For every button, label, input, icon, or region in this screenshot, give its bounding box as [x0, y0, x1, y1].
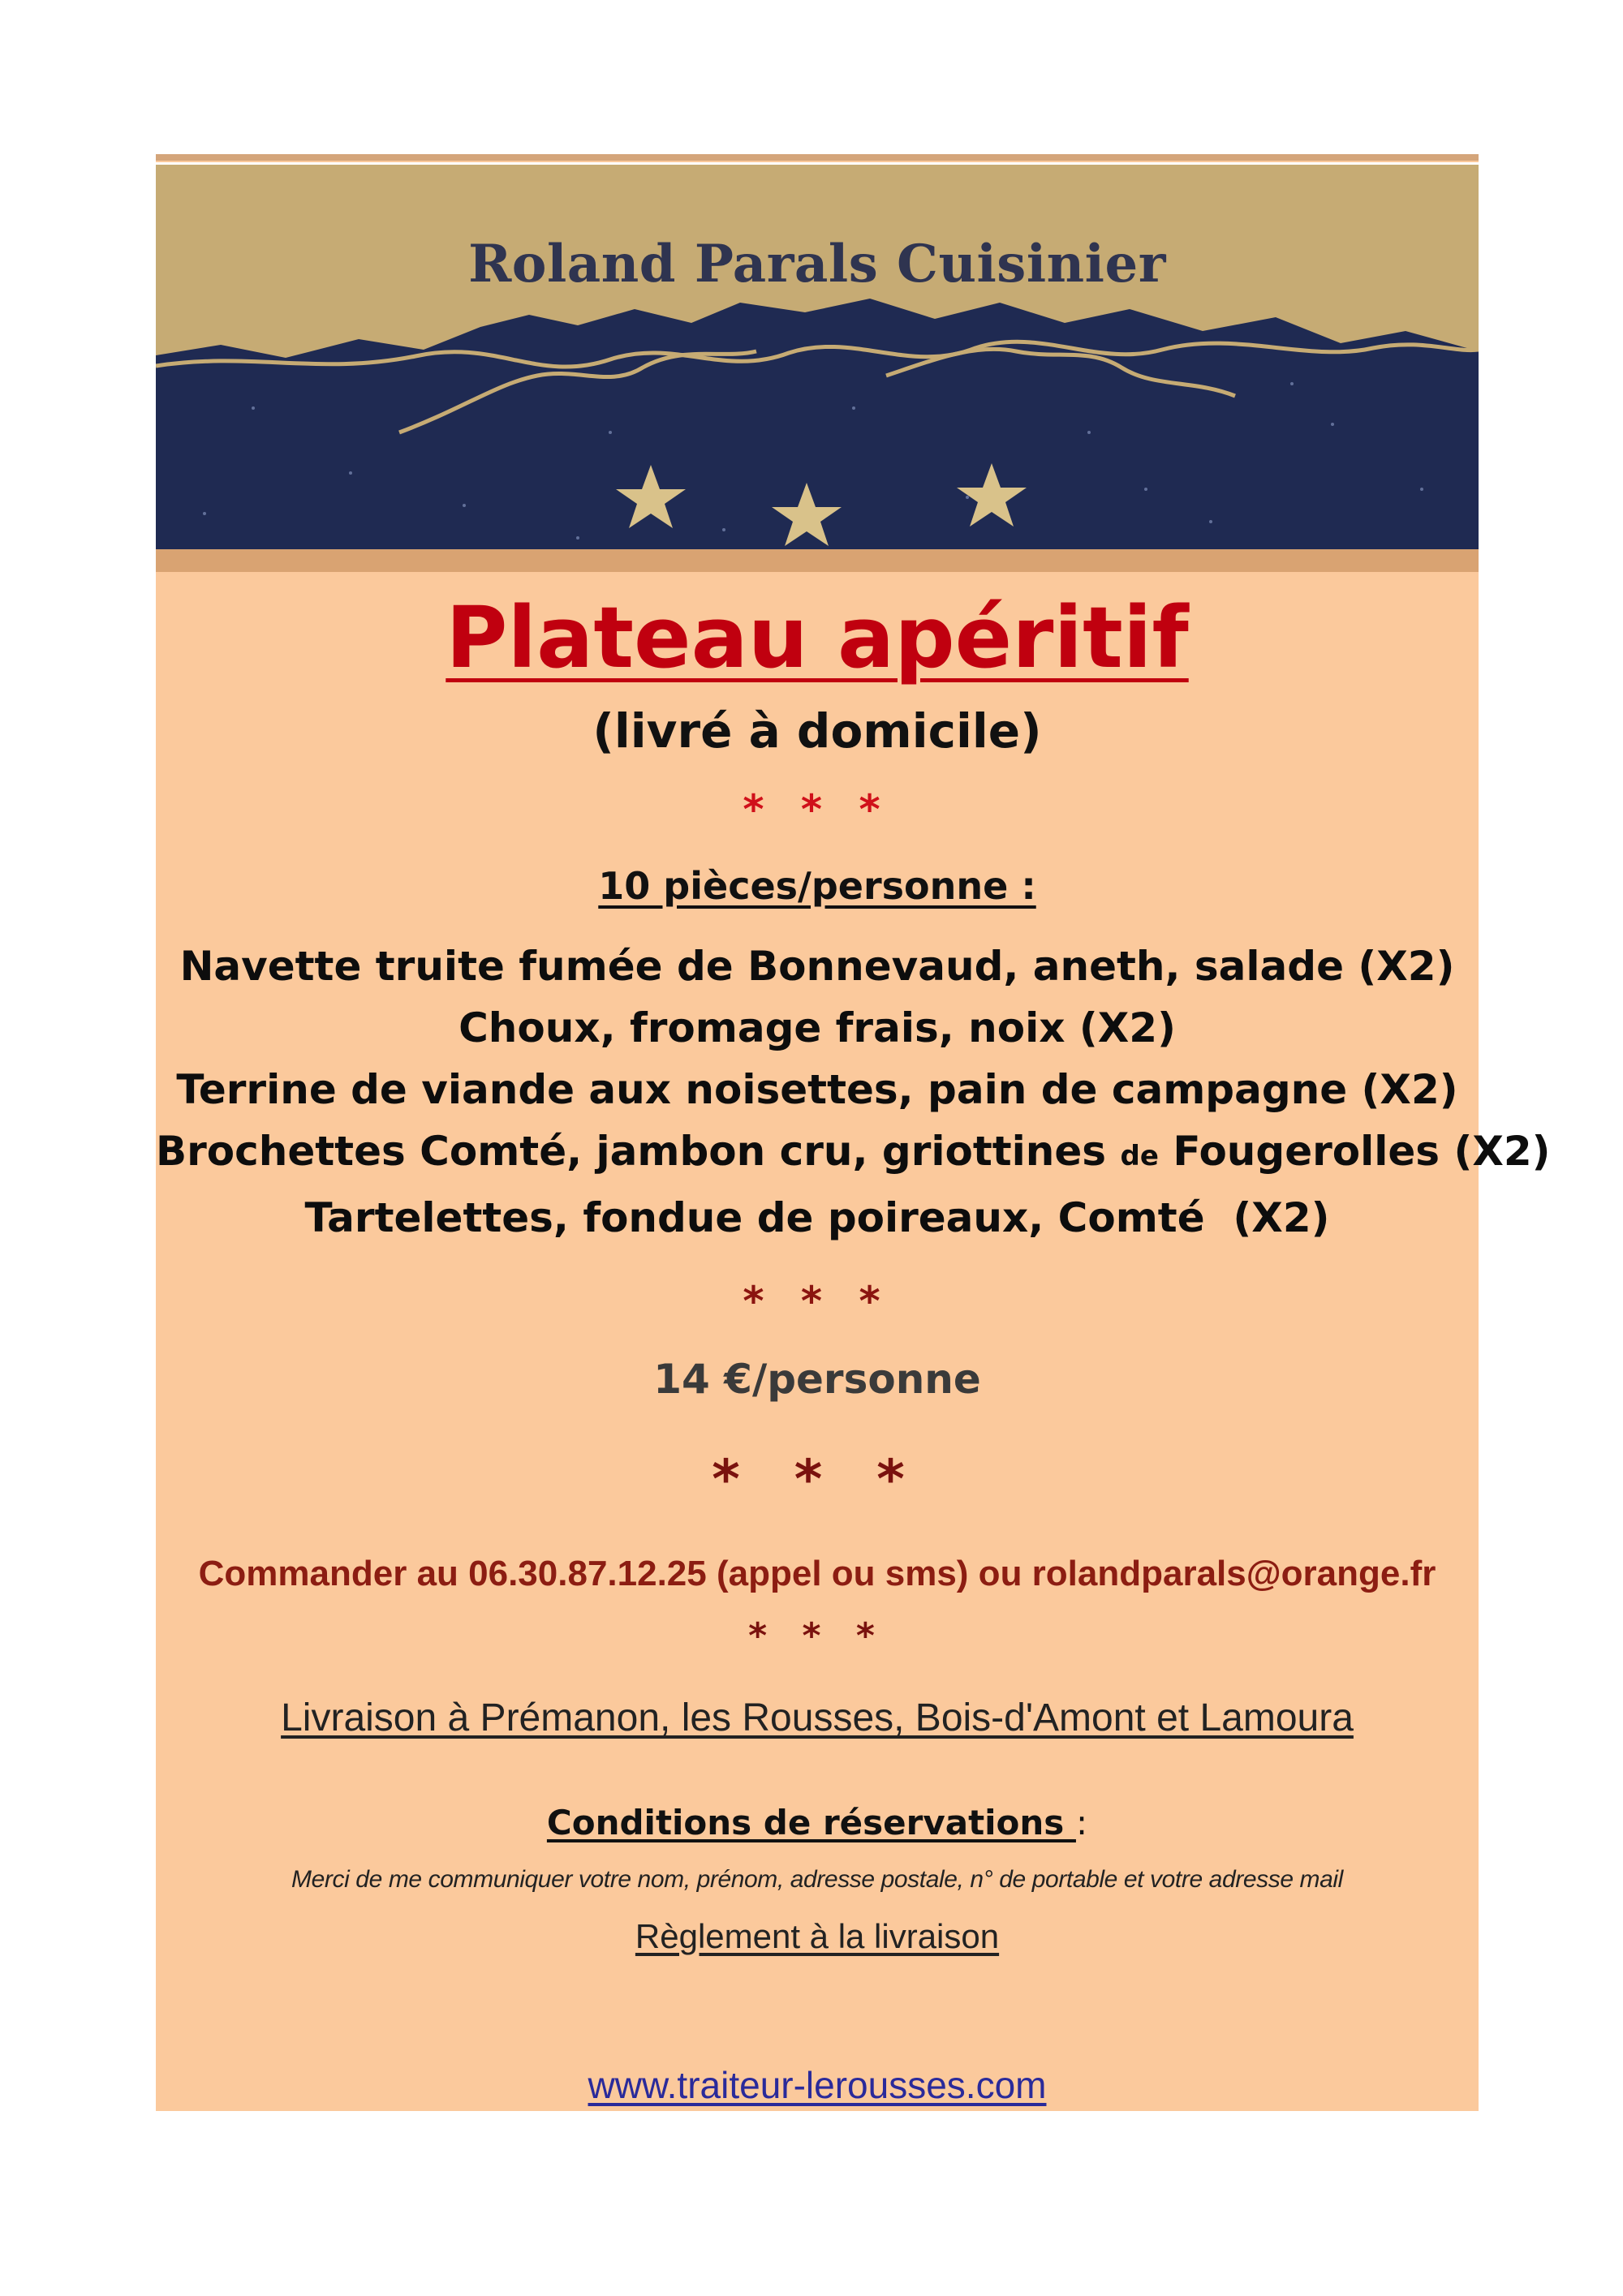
- delivery-area: Livraison à Prémanon, les Rousses, Bois-d'Amont et Lamoura: [281, 1696, 1354, 1739]
- separator-stars: * * *: [743, 786, 892, 833]
- payment-note: Règlement à la livraison: [635, 1917, 1000, 1955]
- conditions-heading: Conditions de réservations: [546, 1803, 1076, 1842]
- conditions-colon: :: [1075, 1803, 1088, 1842]
- page-title: Plateau apéritif: [446, 588, 1189, 687]
- menu-item: Terrine de viande aux noisettes, pain de campagne (X2): [176, 1066, 1458, 1113]
- flyer-page: [156, 154, 1551, 2111]
- mountain-stars-illustration: [156, 165, 1479, 560]
- menu-item-text: Brochettes Comté, jambon cru, griottines: [156, 1128, 1107, 1175]
- pieces-heading: 10 pièces/personne :: [598, 864, 1036, 908]
- conditions: [156, 1803, 1479, 1842]
- brand-name: Roland Parals Cuisinier: [468, 234, 1166, 295]
- separator-stars: * * *: [748, 1615, 886, 1657]
- banner-bottom-strip: [156, 549, 1479, 572]
- top-rule: [156, 154, 1479, 161]
- menu-item: Choux, fromage frais, noix (X2): [458, 1004, 1176, 1051]
- menu-list: [156, 935, 1551, 1249]
- order-contact: Commander au 06.30.87.12.25 (appel ou sms) ou rolandparals@orange.fr: [198, 1554, 1436, 1593]
- website-link[interactable]: www.traiteur-lerousses.com: [588, 2064, 1047, 2106]
- separator-stars: * * *: [743, 1278, 892, 1325]
- subtitle: (livré à domicile): [592, 703, 1042, 759]
- price: 14 €/personne: [653, 1356, 981, 1403]
- menu-item: Tartelettes, fondue de poireaux, Comté (X2): [304, 1194, 1330, 1241]
- menu-item: Navette truite fumée de Bonnevaud, aneth, salade (X2): [179, 943, 1455, 990]
- conditions-text: Merci de me communiquer votre nom, prénom, adresse postale, n° de portable et votre adresse mail: [291, 1866, 1343, 1893]
- menu-item-small-word: de: [1120, 1140, 1159, 1172]
- header-banner: [156, 165, 1479, 560]
- separator-stars: * * *: [712, 1448, 923, 1511]
- menu-item-text: Fougerolles (X2): [1173, 1128, 1551, 1175]
- menu-item: [156, 1120, 1551, 1187]
